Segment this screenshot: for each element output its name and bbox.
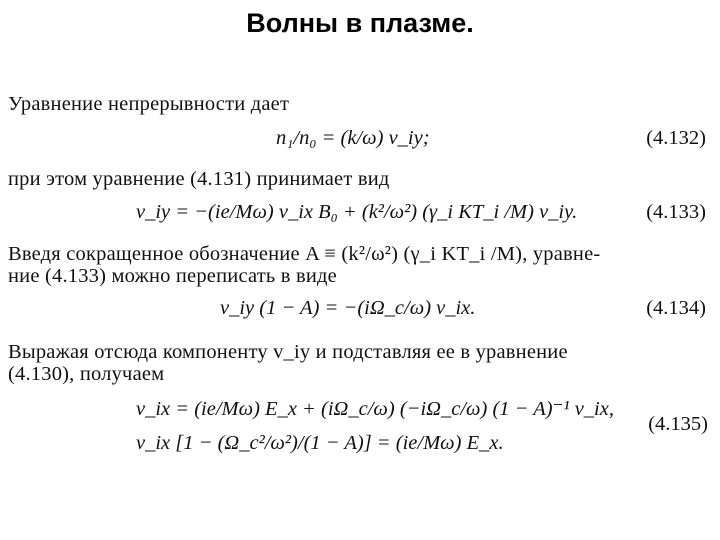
equation-number-4-132: (4.132) — [646, 127, 706, 149]
equation-4-135-second-line: v_ix [1 − (Ω_c²/ω²)/(1 − A)] = (ie/Mω) E_x. — [136, 432, 504, 454]
equation-4-134: v_iy (1 − A) = −(iΩ_c/ω) v_ix. — [220, 297, 476, 319]
paragraph-substitution-line2: (4.130), получаем — [8, 363, 165, 385]
equation-number-4-135: (4.135) — [648, 413, 708, 435]
paragraph-notation-line1: Введя сокращенное обозначение A ≡ (k²/ω²) (γ_i KT_i /M), уравне- — [8, 243, 601, 265]
paragraph-substitution-line1: Выражая отсюда компоненту v_iy и подставляя ее в уравнение — [8, 341, 568, 363]
equation-4-132: n₁/n₀ = (k/ω) v_iy; — [276, 127, 430, 149]
equation-number-4-134: (4.134) — [646, 297, 706, 319]
paragraph-equation-takes-form: при этом уравнение (4.131) принимает вид — [8, 168, 390, 190]
paragraph-continuity: Уравнение непрерывности дает — [8, 93, 290, 115]
slide-title: Волны в плазме. — [246, 8, 474, 38]
equation-4-135-first-line: v_ix = (ie/Mω) E_x + (iΩ_c/ω) (−iΩ_c/ω) (1 − A)⁻¹ v_ix, — [136, 398, 614, 420]
paragraph-notation-line2: ние (4.133) можно переписать в виде — [8, 265, 337, 287]
equation-4-133: v_iy = −(ie/Mω) v_ix B₀ + (k²/ω²) (γ_i KT_i /M) v_iy. — [136, 201, 578, 223]
equation-number-4-133: (4.133) — [646, 201, 706, 223]
